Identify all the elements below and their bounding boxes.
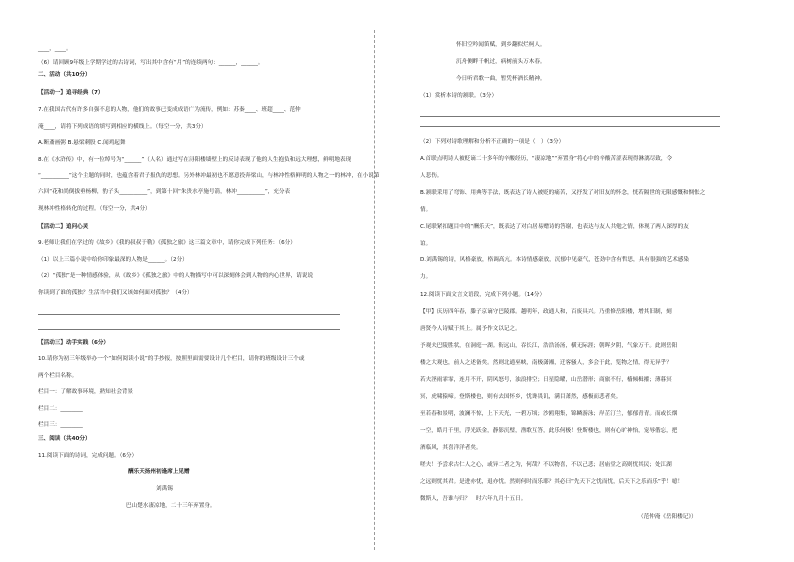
text-line: （6）请回顾9年级上学期学过的古诗词，写出其中含有“月”的连续两句：______，______。 [38,60,264,66]
text-line: 人悲伤。 [420,173,443,179]
passage-source: （范仲淹《岳阳楼记》） [638,514,697,520]
option-b: B.颔联采用了弯饰、用典等手法，既表达了诗人被贬的痛苦，又抒发了对旧友的怀念，恍若隔世的无限感慨和惆怅之 [420,190,706,196]
poem-line: 巴山楚水凄凉地，二十三年弃置身。 [126,503,216,509]
text-line: 六回“花和尚倒拔垂杨柳，豹子头__________”，到第十回“朱贵水亭施号箭，林冲__________”，充分表 [38,189,291,195]
text-line: 两个栏目名称。 [38,373,78,379]
column-item: 栏目二：________ [38,406,83,412]
activity-heading: 【活动三】动手实践（6分） [38,340,110,346]
column-item: 栏目一：了解故事环境，熟知社会背景 [38,389,134,395]
options-line: A.断齑画粥 B.悬梁刺股 C.闻鸡起舞 [38,140,126,146]
passage-line: 楼之大观也，前人之述备矣。然则北通巫峡，南极潇湘，迁客骚人，多会于此，览物之情，得无异乎？ [420,360,672,366]
passage-line: 予观夫巴陵胜状，在洞庭一湖。衔远山，吞长江，浩浩汤汤，横无际涯；朝晖夕阴，气象万千。此则岳阳 [420,343,678,349]
answer-line [38,329,340,330]
poem-line: 今日听君歌一曲，暂凭杯酒长精神。 [456,76,546,82]
answer-line [38,314,340,315]
text-line: 力。 [420,274,432,280]
activity-heading: 【活动一】追寻经典（7） [38,90,104,96]
passage-line: 一空，皓月千里，浮光跃金，静影沉璧，渔歌互答，此乐何极！登斯楼也，则有心旷神怡，宠辱偕忘，把 [420,428,678,434]
text-line: （1）以上三篇小说中给你印象最深的人物是______。（2分） [38,257,188,263]
text-line: ____，____。 [38,46,72,52]
activity-heading: 【活动二】追问心灵 [38,224,89,230]
question-10: 10.请你为初三年级举办一个“如何阅读小说”的手抄报，按照里面需要设计几个栏目，请你的班级设计三个或 [38,356,305,362]
sub-question-2: （2）下列对诗歌理解和分析不正确的一项是（ ）（3分） [420,139,565,145]
sub-question-1: （1）赏析本诗的颔联。（3分） [420,93,498,99]
passage-line: 之远则忧其君。是进亦忧，退亦忧。然则何时而乐耶？其必曰“先天下之忧而忧，后天下之乐而乐”乎！噫！ [420,479,684,485]
section-heading: 二、活动（共10分） [38,72,91,78]
question-11: 11.阅读下面的诗词，完成问题。（6分） [38,453,138,459]
poem-line: 怀旧空吟闻笛赋，到乡翻似烂柯人。 [456,42,546,48]
text-line: 谊。 [420,241,432,247]
passage-line: 酒临风，其喜洋洋者矣。 [420,445,482,451]
text-line: 你读到了谁的孤独？生活当中我们又该如何面对孤独？（4分） [38,290,193,296]
passage-line: 【甲】庆历四年春，滕子京谪守巴陵郡。越明年，政通人和，百废具兴。乃重修岳阳楼，增其旧制，刻 [420,309,672,315]
answer-line [420,126,720,127]
option-c: C.尾联紧扣题目中的“酬乐天”，既表达了对白居易赠诗的答谢，也表达与友人共勉之情，体现了两人深厚的友 [420,224,689,230]
option-d: D.刘禹锡的诗，风格豪放，格调高亢。本诗情感豪放，沉郁中见豪气，苍劲中含有哲思，具有很强的艺术感染 [420,257,689,263]
column-divider [374,30,375,550]
question-7: 7.在我国古代有许多自强不息的人物，他们的故事已变成成语广为流传，例如：苏秦____、班超____、范仲 [38,107,301,113]
question-12: 12.阅读下面文言文语段，完成下列小题。（14分） [420,292,546,298]
poem-line: 沉舟侧畔千帆过，病树前头万木春。 [456,59,546,65]
text-line: 淹____，请将下列成语的填写到相应的横线上。（每空一分，共3分） [38,124,207,130]
text-line: （2）“孤独”是一种情感体验，从《故乡》《孤独之旅》中的人物描写中可以深刻体会到人物的内心世界，请说说 [38,273,314,279]
column-item: 栏目三：________ [38,422,83,428]
question-8: 8.在《水浒传》中，有一位绰号为“______”（人名）通过写在浔阳楼墙壁上的反诗表现了他的人生抱负和远大理想，鲜明地表现 [38,157,352,163]
passage-line: 冥，虎啸猿啼。登斯楼也，则有去国怀乡，忧谗畏讥，满目萧然，感极而悲者矣。 [420,394,622,400]
poem-author: 刘禹锡 [156,486,173,492]
answer-line [420,116,720,117]
text-line: 现林冲性格转化的过程。（每空一分，共4分） [38,206,151,212]
option-a: A.首联点明诗人被贬谪二十多年的辛酸经历，“凄凉地”“弃置身”将心中的辛酸苦涩表现得淋漓尽致，令 [420,156,673,162]
passage-line: 至若春和景明，波澜不惊，上下天光，一碧万顷；沙鸥翔集，锦鳞游泳；岸芷汀兰，郁郁青青。而或长烟 [420,411,678,417]
passage-line: 若夫淫雨霏霏，连月不开，阴风怒号，浊浪排空；日星隐曜，山岳潜形；商旅不行，樯倾楫摧；薄暮冥 [420,377,672,383]
question-9: 9.老师让我们在学过的《故乡》《我的叔叔于勒》《孤独之旅》这三篇文章中，请你完成下列任务：（6分） [38,240,296,246]
passage-line: 微斯人，吾谁与归？ 时六年九月十五日。 [420,496,527,502]
section-heading: 三、阅读（共40分） [38,436,91,442]
passage-line: 嗟夫！予尝求古仁人之心，或异二者之为，何哉？不以物喜，不以己悲；居庙堂之高则忧其民；处江湖 [420,462,672,468]
text-line: “__________”这个主题的同时，也蕴含着君子报仇的思想。另外林冲最初也不愿意投奔梁山，与林冲性格鲜明的人物之一的林冲，在小说第 [38,173,380,179]
passage-line: 唐贤今人诗赋于其上。属予作文以记之。 [420,326,521,332]
text-line: 情。 [420,207,432,213]
poem-title: 酬乐天扬州初逢席上见赠 [128,469,190,475]
